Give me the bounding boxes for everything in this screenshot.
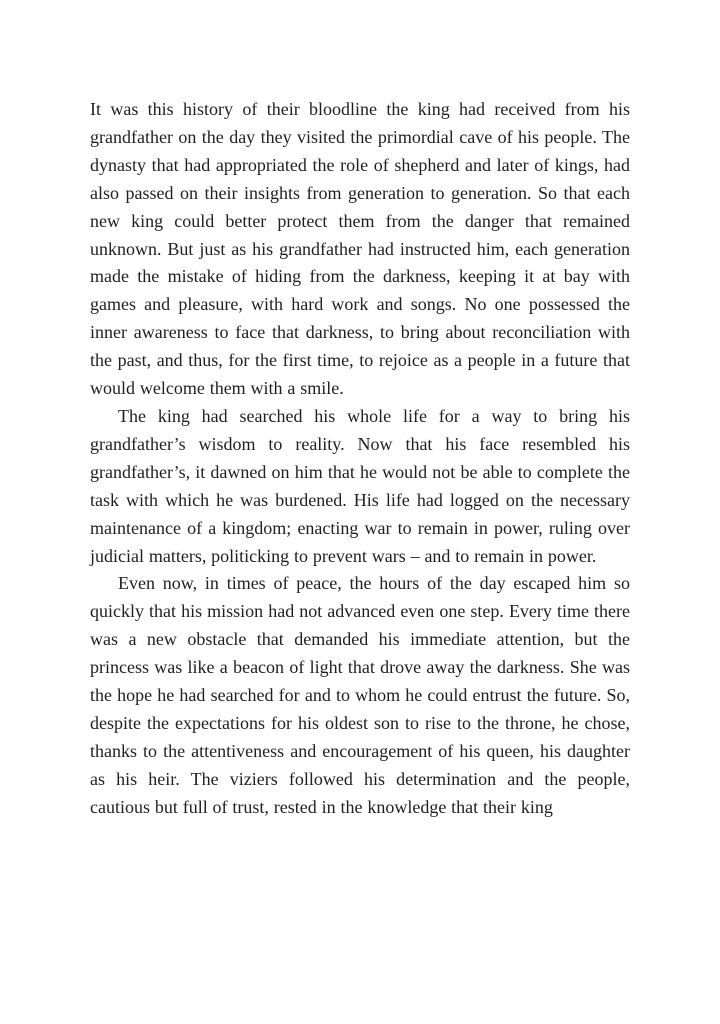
paragraph-2: The king had searched his whole life for a way to bring his grandfather’s wisdom to reality. Now that his face resembled his grandfather’s, it dawned on him that he would not be able to complete the task with which he was burdened. His life had logged on the necessary maintenance of a kingdom; enacting war to remain in power, ruling over judicial matters, politicking to prevent wars – and to remain in power.	[90, 405, 630, 566]
text-column	[90, 96, 630, 822]
paragraph-1: It was this history of their bloodline the king had received from his grandfather on the day they visited the primordial cave of his people. The dynasty that had appropriated the role of shepherd and later of kings, had also passed on their insights from generation to generation. So that each new king could better protect them from the danger that remained unknown. But just as his grandfather had instructed him, each generation made the mistake of hiding from the darkness, keeping it at bay with games and pleasure, with hard work and songs. No one possessed the inner awareness to face that darkness, to bring about reconciliation with the past, and thus, for the first time, to rejoice as a people in a future that would welcome them with a smile.	[90, 99, 630, 399]
paragraph-3: Even now, in times of peace, the hours of the day escaped him so quickly that his mission had not advanced even one step. Every time there was a new obstacle that demanded his immediate attention, but the princess was like a beacon of light that drove away the darkness. She was the hope he had searched for and to whom he could entrust the future. So, despite the expectations for his oldest son to rise to the throne, he chose, thanks to the attentiveness and encouragement of his queen, his daughter as his heir. The viziers followed his determination and the people, cautious but full of trust, rested in the knowledge that their king	[90, 573, 630, 817]
